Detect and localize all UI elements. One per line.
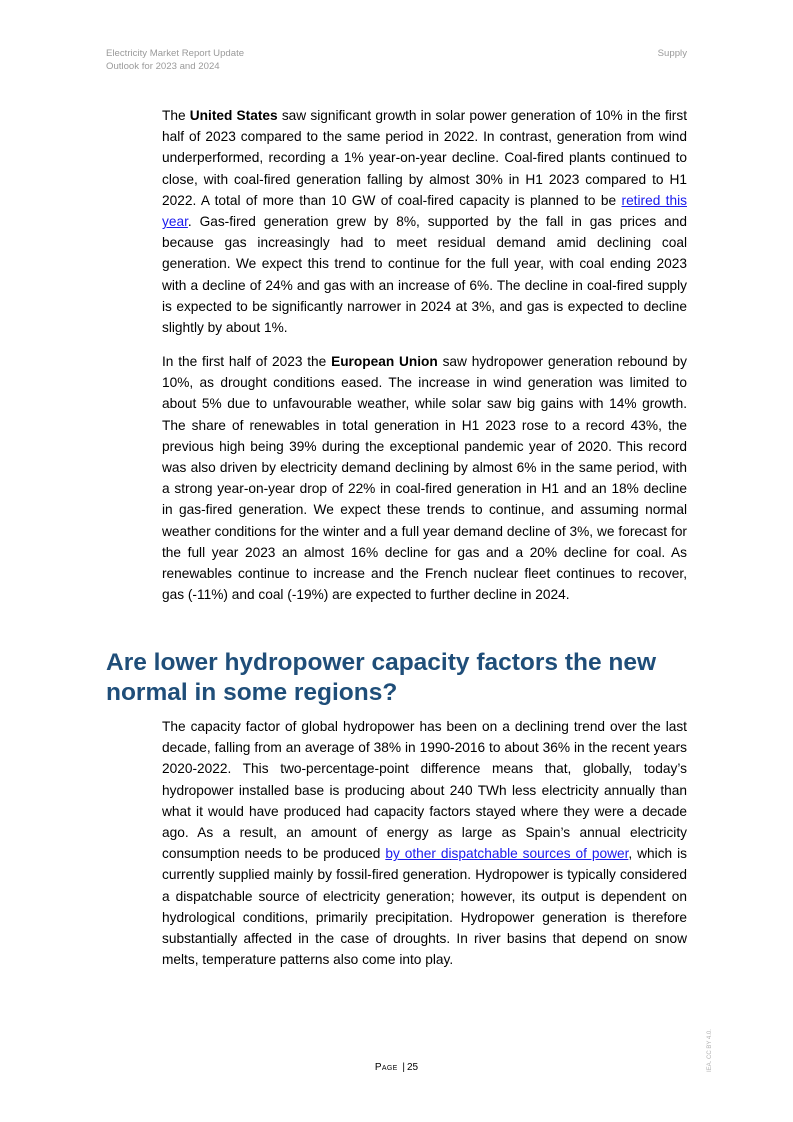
retired-this-year-link[interactable]: retired this year [162, 192, 687, 230]
report-title: Electricity Market Report Update [106, 48, 245, 59]
european-union-bold: European Union [331, 354, 438, 369]
dispatchable-sources-link[interactable]: by other dispatchable sources of power [385, 846, 629, 862]
page-label: Page [374, 1062, 398, 1073]
page-number: 25 [406, 1062, 419, 1073]
paragraph-hydropower: The capacity factor of global hydropower has been on a declining trend over the last decade, falling from an average of 38% in 1990-2016 to about 36% in the recent years 2020-2022. This two-percentage-point difference means that, globally, today’s hydropower installed base is producing about 240 TWh less electricity annually than what it would have produced had capacity factors stayed where they were a decade ago. As a result, an amount of energy as large as Spain’s annual electricity consumption needs to be produced by other dispatchable sources of power, which is currently supplied mainly by fossil-fired generation. Hydropower is typically considered a dispatchable source of electricity generation; however, its output is dependent on hydrological conditions, primarily precipitation. Hydropower generation is therefore substantially affected in the case of droughts. In river basins that depend on snow melts, temperature patterns also come into play. [162, 719, 687, 968]
paragraph-united-states: The United States saw significant growth in solar power generation of 10% in the first half of 2023 compared to the same period in 2022. In contrast, generation from wind underperformed, recording a 1% year-on-year decline. Coal-fired plants continued to close, with coal-fired generation falling by almost 30% in H1 2023 compared to H1 2022. A total of more than 10 GW of coal-fired capacity is planned to be retired this year. Gas-fired generation grew by 8%, supported by the fall in gas prices and because gas increasingly had to meet residual demand amid declining coal generation. We expect this trend to continue for the full year, with coal ending 2023 with a decline of 24% and gas with an increase of 6%. The decline in coal-fired supply is expected to be significantly narrower in 2024 at 3%, and gas is expected to decline slightly by about 1%. [162, 108, 687, 336]
section-heading: Are lower hydropower capacity factors the new normal in some regions? [106, 649, 657, 706]
united-states-bold: United States [189, 108, 278, 123]
running-header [106, 47, 244, 73]
license-note: IEA. CC BY 4.0. [707, 1029, 713, 1072]
page-footer [0, 1062, 793, 1073]
report-subtitle: Outlook for 2023 and 2024 [106, 61, 220, 72]
section-label: Supply [657, 48, 687, 59]
page-separator: | [402, 1062, 405, 1073]
paragraph-european-union: In the first half of 2023 the European Union saw hydropower generation rebound by 10%, as drought conditions eased. The increase in wind generation was limited to about 5% due to unfavourable weather, while solar saw big gains with 14% growth. The share of renewables in total generation in H1 2023 rose to a record 43%, the previous high being 39% during the exceptional pandemic year of 2020. This record was also driven by electricity demand declining by almost 6% in the same period, with a strong year-on-year drop of 22% in coal-fired generation in H1 and an 18% decline in gas-fired generation. We expect these trends to continue, and assuming normal weather conditions for the winter and a full year demand decline of 3%, we forecast for the full year 2023 an almost 16% decline for gas and a 20% decline for coal. As renewables continue to increase and the French nuclear fleet continues to recover, gas (-11%) and coal (-19%) are expected to further decline in 2024. [162, 354, 688, 603]
